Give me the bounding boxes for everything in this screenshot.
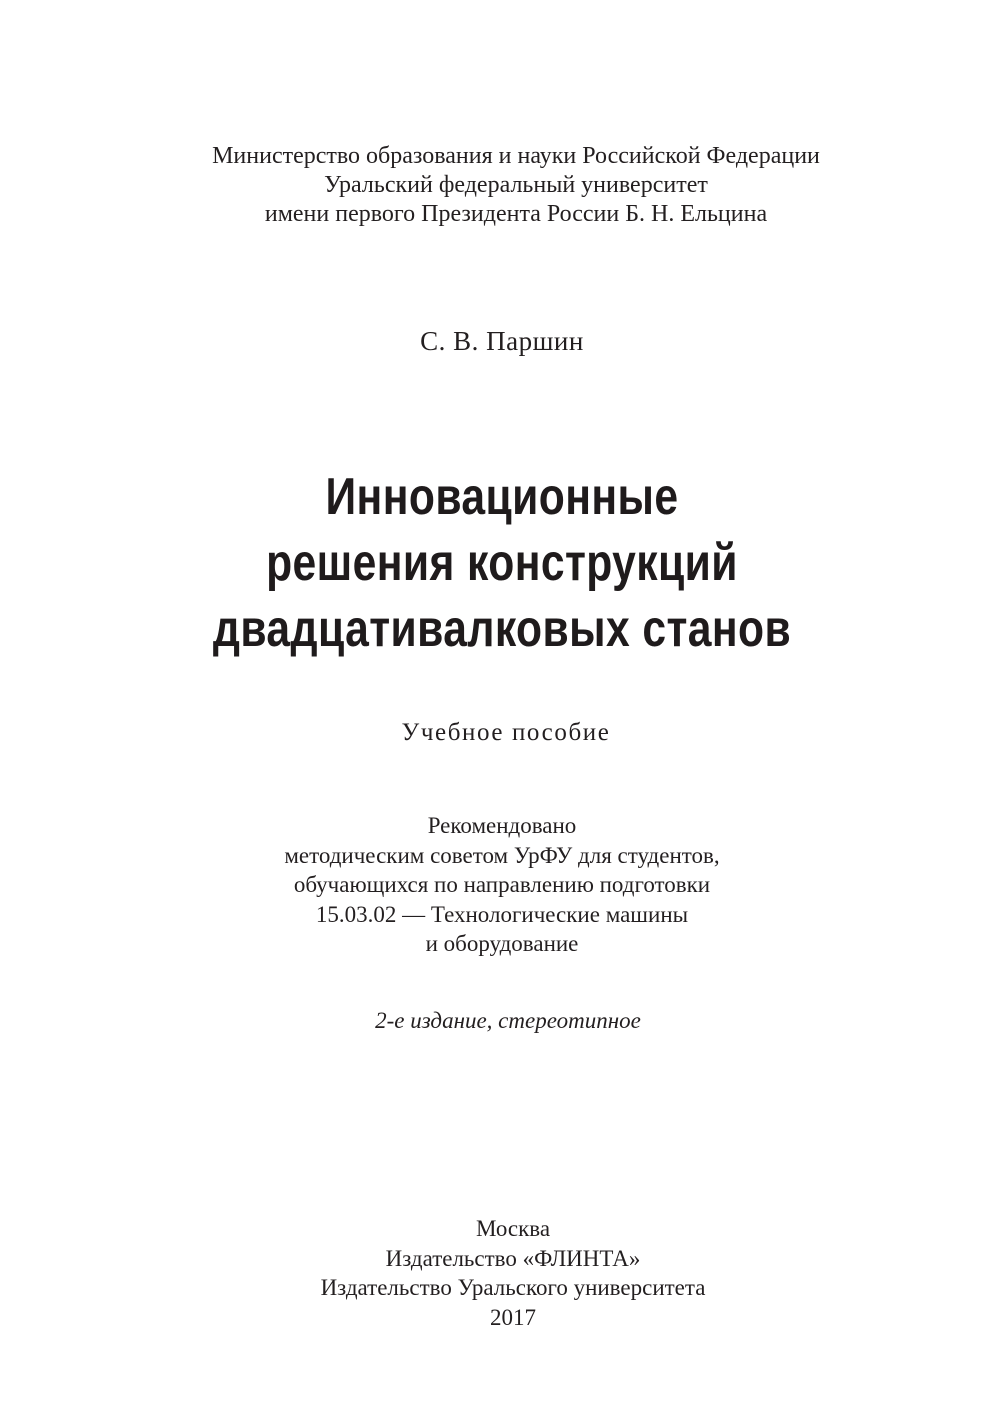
recommendation-line-5: и оборудование <box>425 931 579 956</box>
imprint <box>11 1214 1004 1332</box>
university-line: Уральский федеральный университет <box>324 172 708 198</box>
imprint-city: Москва <box>475 1216 551 1241</box>
imprint-publisher-ural: Издательство Уральского университета <box>320 1275 706 1300</box>
book-subtitle: Учебное пособие <box>401 719 611 746</box>
recommendation-note <box>0 811 1004 959</box>
recommendation-line-2: методическим советом УрФУ для студентов, <box>284 842 720 868</box>
recommendation-line-3: обучающихся по направлению подготовки <box>293 872 711 897</box>
imprint-year: 2017 <box>490 1304 536 1330</box>
recommendation-line-1: Рекомендовано <box>427 813 577 838</box>
imprint-publisher-flinta: Издательство «ФЛИНТА» <box>385 1245 641 1271</box>
book-title-line-2: решения конструкций <box>266 534 738 592</box>
book-title-line-3: двадцативалковых станов <box>212 600 792 658</box>
book-title-line-1: Инновационные <box>325 468 679 526</box>
institution-header <box>14 142 1004 229</box>
edition-note: 2-е издание, стереотипное <box>375 1008 641 1033</box>
university-dedication-line: имени первого Президента России Б. Н. Ельцина <box>264 201 768 227</box>
author-name: С. В. Паршин <box>420 326 584 356</box>
book-title <box>90 464 913 662</box>
ministry-line: Министерство образования и науки Российской Федерации <box>212 143 820 169</box>
recommendation-line-4: 15.03.02 — Технологические машины <box>315 901 689 927</box>
